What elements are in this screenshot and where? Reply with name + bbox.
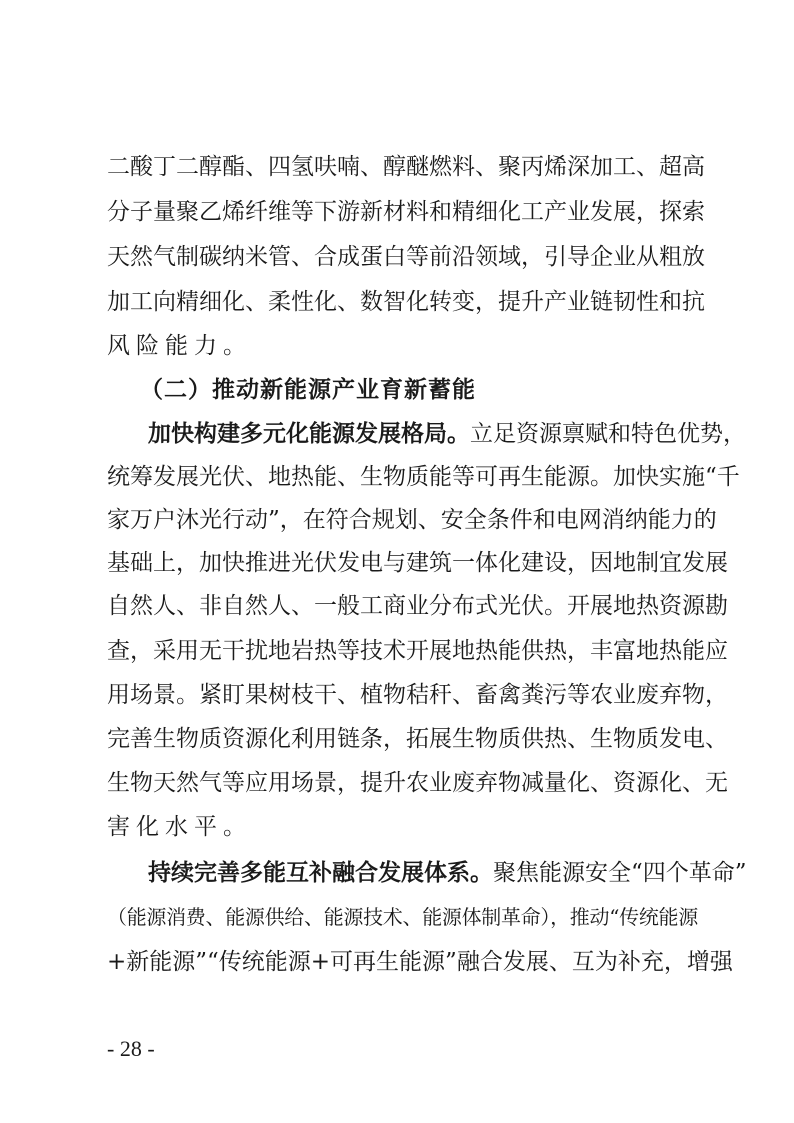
line-text: +新能源”“传统能源+可再生能源”融合发展、互为补充，增强: [107, 949, 733, 975]
bold-lead: 加快构建多元化能源发展格局。: [148, 421, 470, 447]
section-heading: [140, 375, 724, 405]
body-line: [107, 680, 728, 710]
body-line: [107, 242, 705, 272]
line-text: 生物天然气等应用场景，提升农业废弃物减量化、资源化、无: [107, 770, 728, 796]
line-text: 用场景。紧盯果树枝干、植物秸秆、畜禽粪污等农业废弃物，: [107, 682, 728, 708]
line-text: 二酸丁二醇酯、四氢呋喃、醇醚燃料、聚丙烯深加工、超高: [107, 154, 705, 180]
line-text: 分子量聚乙烯纤维等下游新材料和精细化工产业发展，探索: [107, 199, 705, 225]
line-text: （能源消费、能源供给、能源技术、能源体制革命），推动“传统能源: [107, 905, 698, 929]
line-text: 天然气制碳纳米管、合成蛋白等前沿领域，引导企业从粗放: [107, 244, 705, 270]
line-text: 统筹发展光伏、地热能、生物质能等可再生能源。加快实施“千: [107, 464, 740, 490]
body-line: [107, 947, 733, 977]
line-text: 查，采用无干扰地岩热等技术开展地热能供热，丰富地热能应: [107, 638, 728, 664]
body-line: [107, 331, 691, 361]
line-text: 完善生物质资源化利用链条，拓展生物质供热、生物质发电、: [107, 726, 728, 752]
body-line: [107, 505, 717, 535]
body-line: [107, 287, 705, 317]
bold-lead: 持续完善多能互补融合发展体系。: [148, 860, 493, 886]
body-line: [107, 152, 705, 182]
body-line: [107, 902, 698, 932]
paragraph-lead-line: [148, 858, 747, 888]
line-text: 害化水平。: [107, 814, 252, 840]
body-line: [107, 591, 728, 621]
line-text: 聚焦能源安全“四个革命”: [493, 860, 747, 886]
heading-text: （二）推动新能源产业育新蓄能: [140, 377, 476, 403]
page-number: - 28 -: [107, 1036, 155, 1061]
paragraph-lead-line: [148, 419, 746, 449]
line-text: 基础上，加快推进光伏发电与建筑一体化建设，因地制宜发展: [107, 550, 728, 576]
line-text: 风险能力。: [107, 333, 252, 359]
body-line: [107, 548, 728, 578]
body-line: [107, 768, 728, 798]
line-text: 家万户沐光行动”，在符合规划、安全条件和电网消纳能力的: [107, 507, 717, 533]
body-line: [107, 636, 728, 666]
line-text: 加工向精细化、柔性化、数智化转变，提升产业链韧性和抗: [107, 289, 705, 315]
line-text: 立足资源禀赋和特色优势，: [470, 421, 746, 447]
body-line: [107, 197, 705, 227]
line-text: 自然人、非自然人、一般工商业分布式光伏。开展地热资源勘: [107, 593, 728, 619]
body-line: [107, 724, 728, 754]
body-line: [107, 812, 691, 842]
body-line: [107, 462, 740, 492]
